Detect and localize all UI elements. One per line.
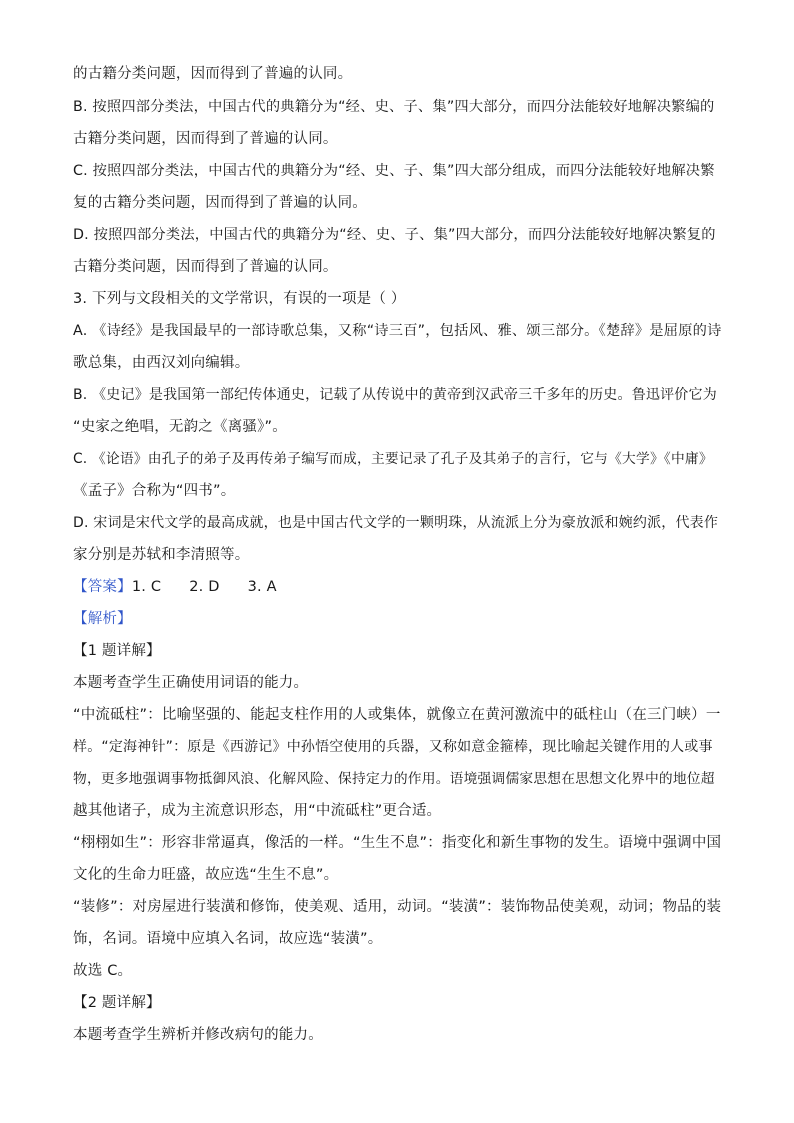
option-a-line: A. 《诗经》是我国最早的一部诗歌总集，又称“诗三百”，包括风、雅、颂三部分。《楚辞》是屈原的诗 (73, 323, 722, 339)
text-line: 物，更多地强调事物抵御风浪、化解风险、保持定力的作用。语境强调儒家思想在思想文化界中的地位超 (73, 771, 715, 787)
answer-tag: 【答案】 (73, 579, 132, 595)
text-line: 歌总集，由西汉刘向编辑。 (73, 355, 250, 371)
option-b-line: B. 《史记》是我国第一部纪传体通史，记载了从传说中的黄帝到汉武帝三千多年的历史。鲁迅评价它为 (73, 387, 717, 403)
section-heading-2: 【2 题详解】 (73, 995, 161, 1011)
text-line: 的古籍分类问题，因而得到了普遍的认同。 (73, 66, 353, 82)
analysis-tag: 【解析】 (73, 611, 132, 627)
text-line: 复的古籍分类问题，因而得到了普遍的认同。 (73, 195, 367, 211)
answer-3: 3. A (247, 579, 277, 595)
answer-2: 2. D (189, 579, 220, 595)
text-line: 文化的生命力旺盛，故应选“生生不息”。 (73, 867, 339, 883)
option-d-line: D. 宋词是宋代文学的最高成就，也是中国古代文学的一颗明珠，从流派上分为豪放派和婉约派，代表作 (73, 515, 719, 531)
text-line: 本题考查学生正确使用词语的能力。 (73, 675, 309, 691)
text-line: “栩栩如生”：形容非常逼真，像活的一样。“生生不息”：指变化和新生事物的发生。语境中强调中国 (73, 835, 722, 851)
text-line: “中流砥柱”：比喻坚强的、能起支柱作用的人或集体，就像立在黄河激流中的砥柱山（在三门峡）一 (73, 707, 721, 723)
option-c-line: C. 按照四部分类法，中国古代的典籍分为“经、史、子、集”四大部分组成，而四分法能较好地解决繁 (73, 163, 715, 179)
answer-1: 1. C (131, 579, 162, 595)
text-line: 本题考查学生辨析并修改病句的能力。 (73, 1027, 323, 1043)
text-line: 故选 C。 (73, 963, 133, 979)
option-c-line: C. 《论语》由孔子的弟子及再传弟子编写而成，主要记录了孔子及其弟子的言行，它与《大学》《中庸》 (73, 451, 713, 467)
text-line: “装修”：对房屋进行装潢和修饰，使美观、适用，动词。“装潢”：装饰物品使美观，动词；物品的装 (73, 899, 722, 915)
answer-line (73, 577, 723, 597)
text-line: 家分别是苏轼和李清照等。 (73, 547, 250, 563)
option-b-line: B. 按照四部分类法，中国古代的典籍分为“经、史、子、集”四大部分，而四分法能较好地解决繁编的 (73, 99, 715, 115)
text-line: “史家之绝唱，无韵之《离骚》”。 (73, 419, 287, 435)
text-line: 古籍分类问题，因而得到了普遍的认同。 (73, 131, 338, 147)
question-3-title: 3. 下列与文段相关的文学常识，有误的一项是（ ） (73, 291, 406, 307)
text-line: 越其他诸子，成为主流意识形态，用“中流砥柱”更合适。 (73, 803, 442, 819)
section-heading-1: 【1 题详解】 (73, 643, 161, 659)
option-d-line: D. 按照四部分类法，中国古代的典籍分为“经、史、子、集”四大部分，而四分法能较好地解决繁复的 (73, 227, 716, 243)
text-line: 《孟子》合称为“四书”。 (73, 483, 236, 499)
text-line: 古籍分类问题，因而得到了普遍的认同。 (73, 259, 338, 275)
text-line: 饰，名词。语境中应填入名词，故应选“装潢”。 (73, 931, 383, 947)
text-line: 样。“定海神针”：原是《西游记》中孙悟空使用的兵器，又称如意金箍棒，现比喻起关键作用的人或事 (73, 739, 713, 755)
analysis-heading (73, 609, 723, 629)
